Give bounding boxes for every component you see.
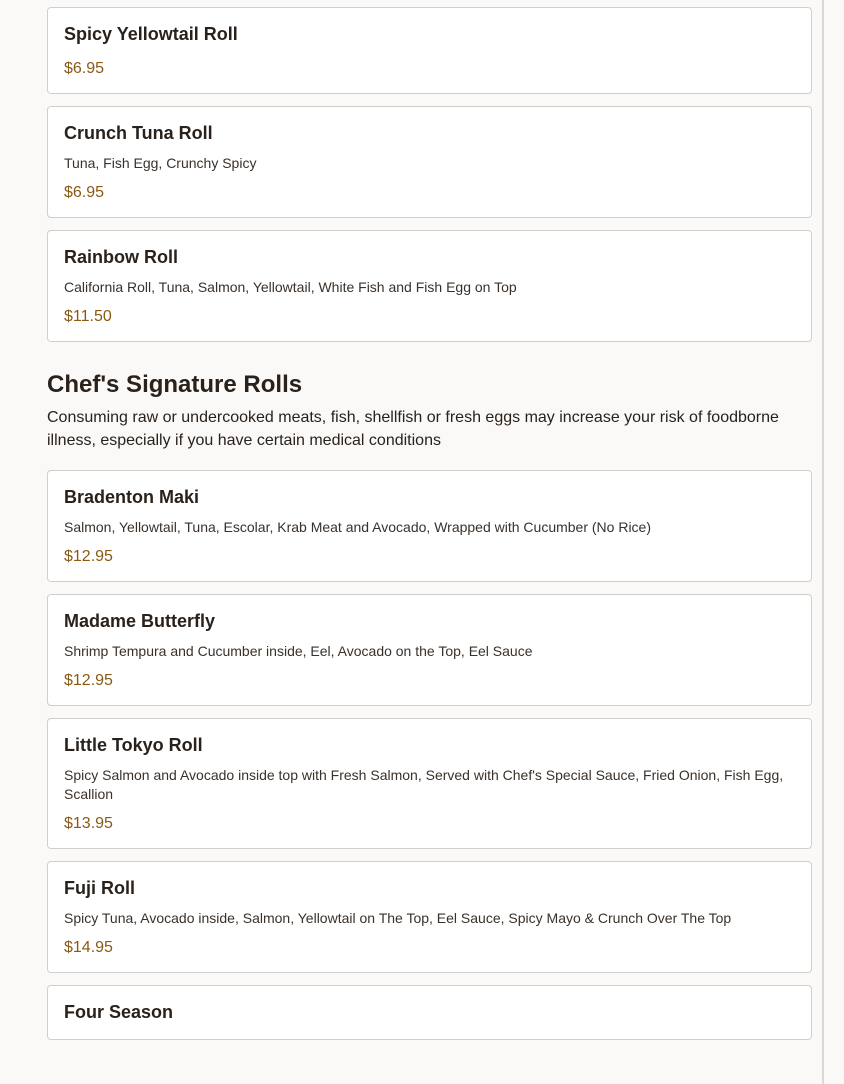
item-name: Little Tokyo Roll: [64, 735, 203, 755]
item-price: $12.95: [64, 548, 113, 565]
item-name: Spicy Yellowtail Roll: [64, 24, 238, 44]
item-description: Tuna, Fish Egg, Crunchy Spicy: [64, 155, 257, 171]
item-name: Crunch Tuna Roll: [64, 123, 213, 143]
menu-item-card[interactable]: [47, 470, 812, 582]
item-description: Shrimp Tempura and Cucumber inside, Eel, Avocado on the Top, Eel Sauce: [64, 643, 533, 659]
menu-item-card[interactable]: [47, 106, 812, 218]
menu-item-card[interactable]: [47, 718, 812, 849]
item-name: Rainbow Roll: [64, 247, 178, 267]
item-description: California Roll, Tuna, Salmon, Yellowtail, White Fish and Fish Egg on Top: [64, 279, 517, 295]
item-price: $11.50: [64, 308, 112, 325]
section-note: Consuming raw or undercooked meats, fish, shellfish or fresh eggs may increase your risk of foodborne illness, especially if you have certain medical conditions: [47, 409, 779, 449]
item-name: Fuji Roll: [64, 878, 135, 898]
item-price: $12.95: [64, 672, 113, 689]
item-name: Four Season: [64, 1002, 174, 1022]
menu-item-card[interactable]: [47, 861, 812, 973]
item-name: Madame Butterfly: [64, 611, 216, 631]
item-description: Spicy Tuna, Avocado inside, Salmon, Yellowtail on The Top, Eel Sauce, Spicy Mayo & Crunch Over The Top: [64, 910, 732, 926]
item-description: Salmon, Yellowtail, Tuna, Escolar, Krab Meat and Avocado, Wrapped with Cucumber (No Rice): [64, 519, 652, 535]
item-price: $13.95: [64, 815, 113, 832]
page-divider: [822, 0, 824, 1084]
menu-item-card[interactable]: [47, 230, 812, 342]
menu-column: [47, 7, 812, 1052]
section-title: Chef's Signature Rolls: [47, 371, 303, 398]
menu-item-card[interactable]: [47, 985, 812, 1040]
item-description: Spicy Salmon and Avocado inside top with Fresh Salmon, Served with Chef's Special Sauce, Fried Onion, Fish Egg, Scallion: [64, 767, 784, 802]
menu-item-card[interactable]: [47, 7, 812, 94]
item-name: Bradenton Maki: [64, 487, 200, 507]
item-price: $6.95: [64, 184, 105, 201]
item-price: $14.95: [64, 939, 113, 956]
section-header: [47, 370, 812, 452]
item-price: $6.95: [64, 60, 105, 77]
menu-item-card[interactable]: [47, 594, 812, 706]
